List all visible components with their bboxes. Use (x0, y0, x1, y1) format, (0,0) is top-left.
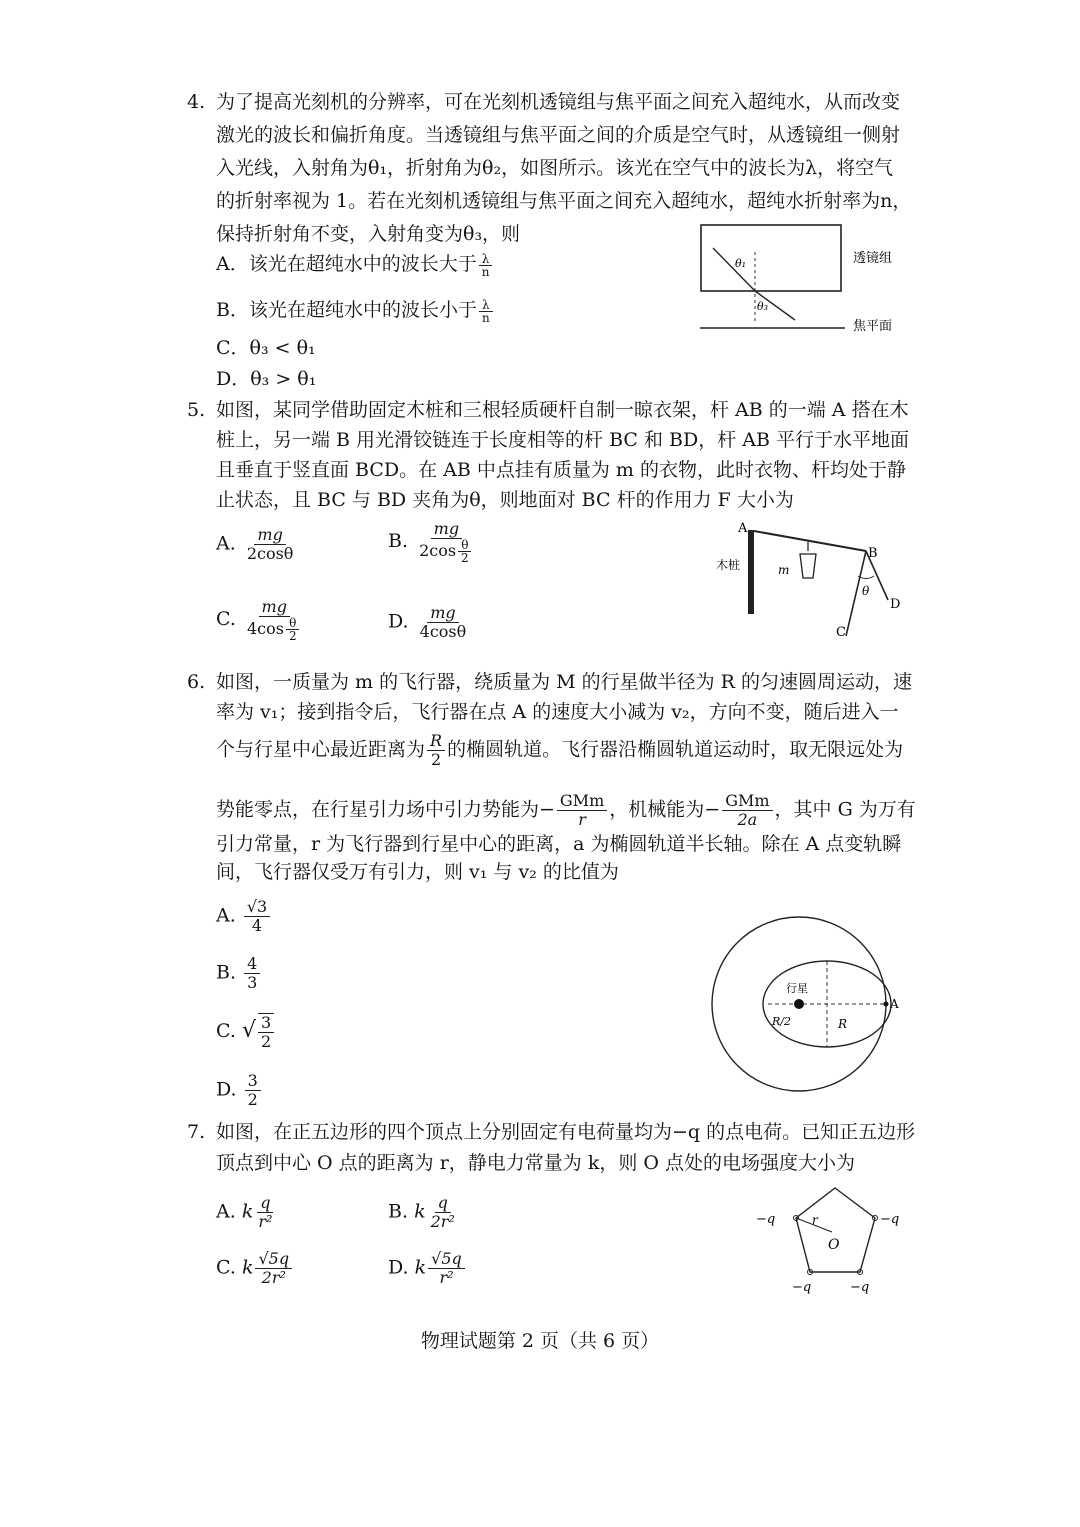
q6-c-num: 3 (258, 1014, 274, 1033)
q6-line-3-pre: 个与行星中心最近距离为 (216, 738, 426, 761)
q4-line-5: 保持折射角不变，入射角变为θ₃，则 (216, 223, 521, 245)
theta-label: θ (862, 584, 870, 598)
q5-b-den-den: 2 (461, 551, 469, 565)
planet-label: 行星 (786, 982, 808, 995)
q7-option-a-label: A. (216, 1200, 236, 1223)
q6-b-den: 3 (247, 973, 258, 992)
center-label: O (828, 1237, 840, 1253)
mass-label: m (778, 563, 790, 577)
q5-option-d (388, 604, 471, 641)
q6-a-num: √3 (244, 898, 270, 917)
q4-frac-num-b: λ (479, 299, 493, 312)
rod-ab (754, 531, 866, 551)
q5-line-2: 桩上，另一端 B 用光滑铰链连于长度相等的杆 BC 和 BD，杆 AB 平行于水平地面 (216, 429, 909, 451)
q4-option-c: C．θ₃ < θ₁ (216, 337, 316, 359)
q7-b-k: k (414, 1200, 426, 1223)
page-footer: 物理试题第 2 页（共 6 页） (420, 1330, 660, 1352)
q6-line-4 (216, 792, 916, 829)
q5-c-num: mg (259, 598, 290, 617)
q6-line-4-pre: 势能零点，在行星引力场中引力势能为− (216, 798, 555, 821)
q5-option-c-label: C. (216, 608, 236, 630)
q6-line-6: 间，飞行器仅受万有引力，则 v₁ 与 v₂ 的比值为 (216, 861, 619, 883)
q6-energy-num: GMm (722, 792, 772, 811)
q7-d-num: √5q (428, 1250, 465, 1269)
q7-b-den: 2r² (430, 1212, 455, 1231)
point-d-label: D (890, 597, 901, 612)
point-c-label: C (836, 625, 846, 640)
q4-option-b (216, 298, 495, 324)
q7-a-num: q (257, 1194, 273, 1213)
theta3-label: θ₃ (757, 300, 769, 313)
q7-option-c-label: C. (216, 1256, 236, 1279)
q4-option-a (216, 252, 494, 278)
q6-r-num: R (427, 732, 445, 751)
q6-option-d-label: D. (216, 1078, 237, 1101)
q4-option-d: D．θ₃ > θ₁ (216, 368, 317, 390)
q6-potential-den: r (578, 810, 586, 829)
q7-option-d-label: D. (388, 1256, 409, 1279)
q4-line-3: 入光线，入射角为θ₁，折射角为θ₂，如图所示。该光在空气中的波长为λ，将空气 (216, 157, 894, 179)
point-a-label: A (738, 521, 748, 536)
point-a-label: A (890, 997, 899, 1011)
q5-option-c (216, 598, 307, 642)
q4-option-a-text: A．该光在超纯水中的波长大于 (216, 253, 477, 275)
q6-line-4-mid: ，机械能为− (609, 798, 721, 821)
q5-d-den: 4cosθ (419, 622, 467, 641)
q5-a-den: 2cosθ (246, 544, 294, 563)
q6-option-c-label: C. (216, 1020, 236, 1042)
q6-b-num: 4 (244, 955, 260, 974)
q5-line-3: 且垂直于竖直面 BCD。在 AB 中点挂有质量为 m 的衣物，此时衣物、杆均处于静 (216, 459, 906, 481)
q6-option-d (216, 1072, 263, 1109)
q7-c-num: √5q (255, 1250, 292, 1269)
q6-r-den: 2 (430, 750, 442, 769)
radius-label: r (812, 1213, 818, 1227)
charge-label-bottom-right: −q (850, 1280, 870, 1295)
q6-line-4-post: ，其中 G 为万有 (774, 798, 916, 821)
half-r-label: R/2 (772, 1015, 791, 1028)
lens-group-label: 透镜组 (853, 251, 893, 266)
charge-label-left: −q (756, 1212, 776, 1227)
q5-c-den-num: θ (286, 617, 299, 630)
q4-number: 4. (187, 91, 206, 113)
q6-option-b-label: B. (216, 961, 237, 984)
q6-a-den: 4 (251, 916, 263, 935)
q7-option-b (388, 1194, 460, 1231)
q5-line-4: 止状态，且 BC 与 BD 夹角为θ，则地面对 BC 杆的作用力 F 大小为 (216, 489, 794, 511)
q6-d-num: 3 (245, 1072, 261, 1091)
q4-frac-den-b: n (481, 310, 490, 325)
q6-option-a-label: A. (216, 904, 236, 927)
q7-pentagon-figure (752, 1176, 912, 1301)
q6-c-den: 2 (260, 1032, 272, 1051)
q6-line-5: 引力常量，r 为飞行器到行星中心的距离，a 为椭圆轨道半长轴。除在 A 点变轨瞬 (216, 833, 902, 855)
q7-d-k: k (414, 1256, 427, 1279)
q7-a-k: k (241, 1200, 254, 1223)
q5-b-num: mg (431, 520, 462, 539)
focal-plane-label: 焦平面 (853, 319, 893, 334)
planet-dot (794, 999, 804, 1009)
q7-option-d (388, 1250, 467, 1287)
wooden-pile (748, 530, 754, 614)
q6-number: 6. (187, 671, 206, 693)
incident-ray (713, 248, 755, 291)
q7-c-den: 2r² (261, 1268, 286, 1287)
q5-d-num: mg (427, 604, 458, 623)
charge-label-right: −q (880, 1212, 900, 1227)
q7-number: 7. (187, 1121, 206, 1143)
q5-line-1: 如图，某同学借助固定木桩和三根轻质硬杆自制一晾衣架，杆 AB 的一端 A 搭在木 (216, 399, 909, 421)
pile-label: 木桩 (716, 558, 741, 572)
q6-orbit-figure (710, 912, 910, 1097)
q6-option-a (216, 898, 272, 935)
q6-option-b (216, 955, 262, 992)
q7-option-b-label: B. (388, 1200, 409, 1223)
q5-number: 5. (187, 399, 206, 421)
q6-option-c (216, 1013, 276, 1051)
q7-line-1: 如图，在正五边形的四个顶点上分别固定有电荷量均为−q 的点电荷。已知正五边形 (216, 1121, 916, 1143)
q5-c-den-pre: 4cos (246, 619, 284, 638)
q5-option-d-label: D. (388, 610, 409, 633)
q7-a-den: r² (258, 1212, 273, 1231)
q5-option-a-label: A. (216, 532, 236, 555)
q6-line-3 (216, 732, 903, 769)
q6-potential-num: GMm (557, 792, 607, 811)
q5-rack-figure (708, 518, 918, 646)
point-b-label: B (868, 546, 878, 561)
q4-frac-num: λ (479, 253, 493, 266)
point-a-dot (884, 1002, 889, 1007)
q5-b-den-num: θ (458, 539, 471, 552)
sqrt-sign: √ (241, 1018, 256, 1043)
q4-frac-den: n (481, 264, 490, 279)
q5-option-b (388, 520, 479, 564)
q6-energy-den: 2a (737, 810, 758, 829)
q6-d-den: 2 (247, 1090, 258, 1109)
q5-a-num: mg (254, 526, 285, 545)
q6-line-3-post: 的椭圆轨道。飞行器沿椭圆轨道运动时，取无限远处为 (447, 738, 904, 761)
q7-line-2: 顶点到中心 O 点的距离为 r，静电力常量为 k，则 O 点处的电场强度大小为 (216, 1152, 855, 1174)
q7-option-a (216, 1194, 277, 1231)
q7-b-num: q (435, 1194, 451, 1213)
q4-lens-figure (695, 222, 910, 337)
q4-line-2: 激光的波长和偏折角度。当透镜组与焦平面之间的介质是空气时，从透镜组一侧射 (216, 124, 901, 146)
q5-c-den-den: 2 (288, 629, 297, 643)
clothes-icon (800, 542, 816, 578)
q6-line-2: 率为 v₁；接到指令后，飞行器在点 A 的速度大小减为 v₂，方向不变，随后进入一 (216, 701, 899, 723)
theta1-label: θ₁ (735, 257, 747, 270)
r-label: R (838, 1017, 848, 1031)
q4-line-1: 为了提高光刻机的分辨率，可在光刻机透镜组与焦平面之间充入超纯水，从而改变 (216, 91, 901, 113)
q5-b-den-pre: 2cos (419, 541, 457, 560)
q7-d-den: r² (439, 1268, 454, 1287)
q7-option-c (216, 1250, 294, 1287)
charge-label-bottom-left: −q (792, 1280, 812, 1295)
q4-option-b-text: B．该光在超纯水中的波长小于 (216, 299, 477, 321)
q5-option-a (216, 526, 298, 563)
q5-option-b-label: B. (388, 530, 409, 552)
q7-c-k: k (241, 1256, 254, 1279)
q6-line-1: 如图，一质量为 m 的飞行器，绕质量为 M 的行星做半径为 R 的匀速圆周运动，速 (216, 671, 913, 693)
pentagon (796, 1188, 875, 1272)
q4-line-4: 的折射率视为 1。若在光刻机透镜组与焦平面之间充入超纯水，超纯水折射率为n， (216, 190, 912, 212)
